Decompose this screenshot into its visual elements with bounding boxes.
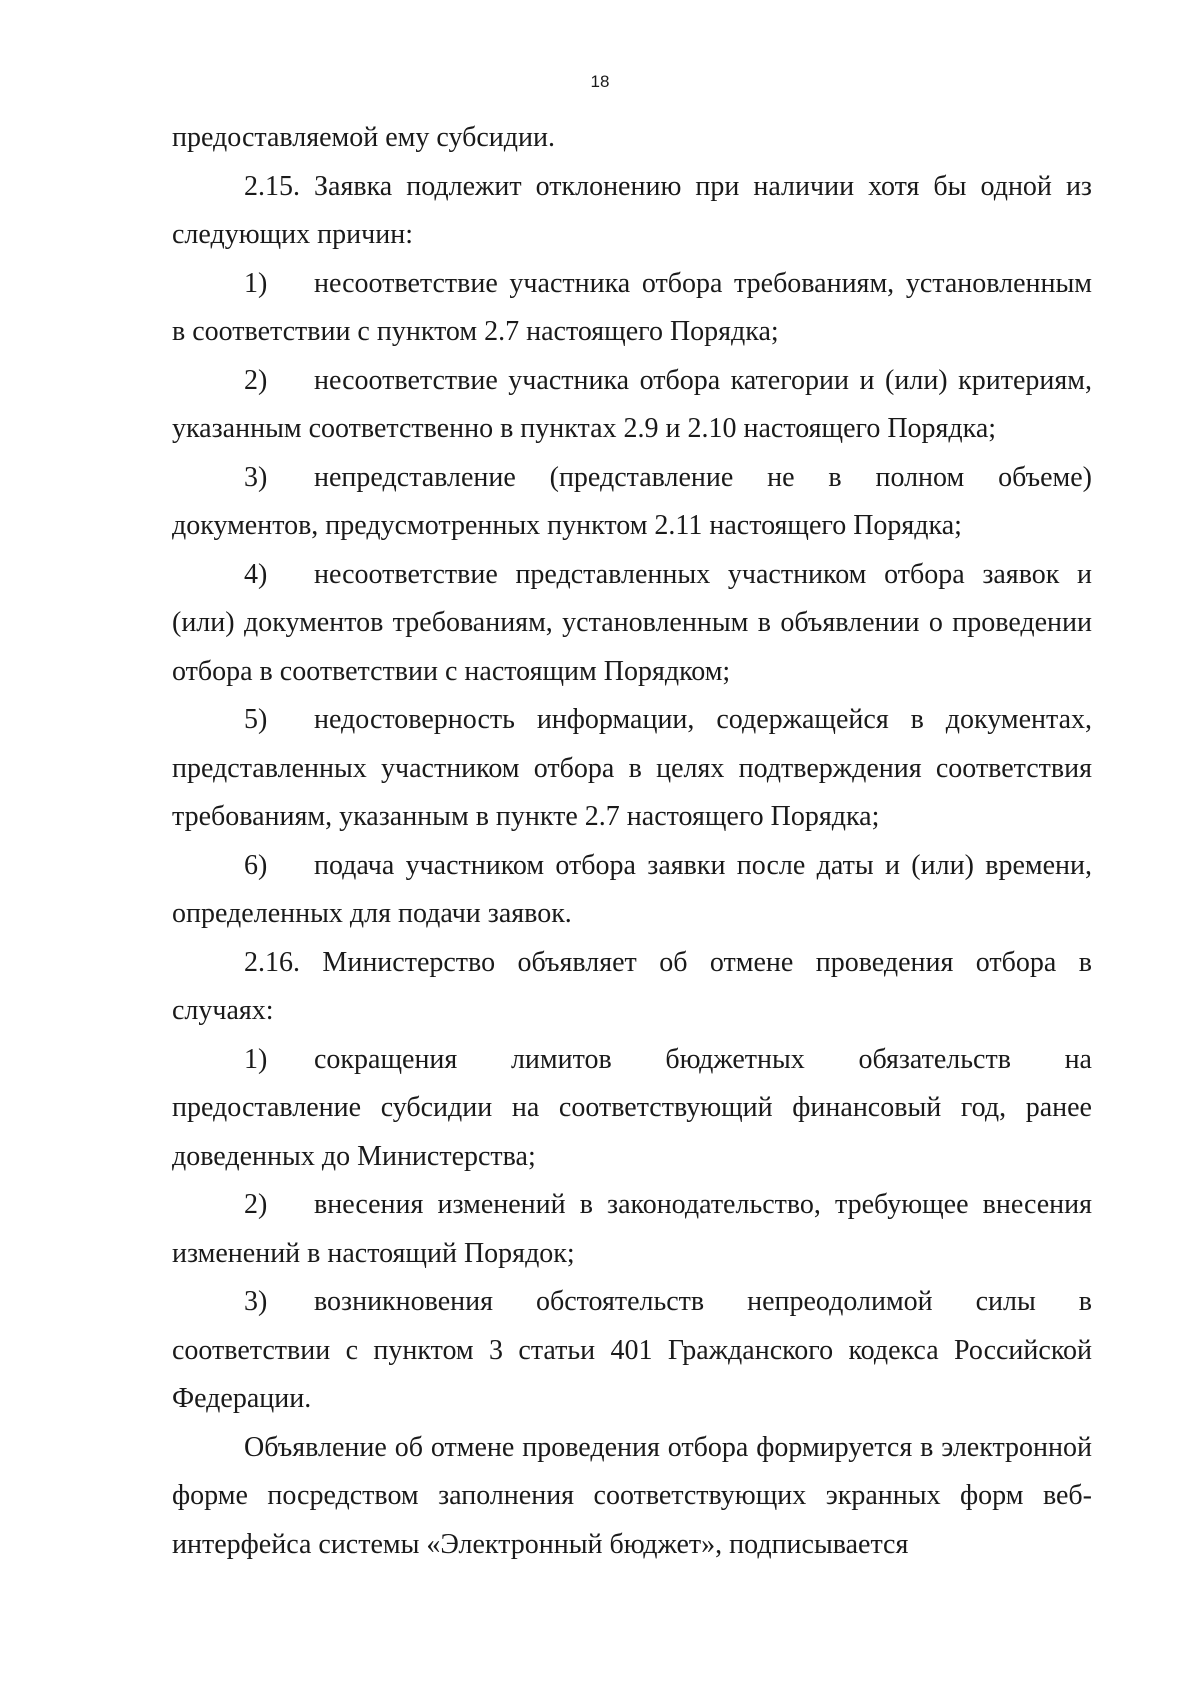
item-text: несоответствие участника отбора категории и (или) критериям, указанным соответственно в пунктах 2.9 и 2.10 настоящего Порядка;	[172, 364, 1092, 444]
list-item	[172, 1036, 1092, 1182]
paragraph	[172, 163, 1092, 260]
item-number: 1)	[244, 267, 268, 299]
item-text: несоответствие представленных участником отбора заявок и (или) документов требованиям, установленным в объявлении о проведении отбора в соответствии с настоящим Порядком;	[172, 558, 1092, 687]
paragraph-text: 2.15. Заявка подлежит отклонению при наличии хотя бы одной из следующих причин:	[172, 170, 1092, 250]
list-item	[172, 551, 1092, 697]
list-item	[172, 842, 1092, 939]
list-item	[172, 260, 1092, 357]
item-number: 4)	[244, 558, 268, 590]
list-item	[172, 1278, 1092, 1424]
list-item	[172, 1181, 1092, 1278]
paragraph-text: предоставляемой ему субсидии.	[172, 122, 555, 153]
item-text: несоответствие участника отбора требованиям, установленным в соответствии с пунктом 2.7 настоящего Порядка;	[172, 267, 1092, 347]
document-body	[172, 114, 1092, 1569]
item-number: 2)	[244, 364, 268, 396]
paragraph-text: 2.16. Министерство объявляет об отмене проведения отбора в случаях:	[172, 946, 1092, 1026]
paragraph	[172, 1424, 1092, 1570]
item-number: 5)	[244, 704, 268, 735]
item-text: сокращения лимитов бюджетных обязательств на предоставление субсидии на соответствующий финансовый год, ранее доведенных до Министерства;	[172, 1043, 1092, 1172]
item-number: 6)	[244, 849, 268, 881]
item-text: непредставление (представление не в полном объеме) документов, предусмотренных пунктом 2.11 настоящего Порядка;	[172, 461, 1092, 541]
item-text: подача участником отбора заявки после даты и (или) времени, определенных для подачи заявок.	[172, 849, 1092, 929]
item-number: 3)	[244, 461, 268, 493]
item-number: 1)	[244, 1043, 268, 1075]
paragraph	[172, 114, 1092, 163]
list-item	[172, 454, 1092, 551]
item-text: возникновения обстоятельств непреодолимой силы в соответствии с пунктом 3 статьи 401 Гражданского кодекса Российской Федерации.	[172, 1286, 1092, 1414]
page-number: 18	[590, 72, 610, 91]
item-number: 2)	[244, 1189, 268, 1220]
item-text: внесения изменений в законодательство, требующее внесения изменений в настоящий Порядок;	[172, 1189, 1092, 1269]
item-number: 3)	[244, 1286, 268, 1317]
list-item	[172, 357, 1092, 454]
item-text: недостоверность информации, содержащейся в документах, представленных участником отбора в целях подтверждения соответствия требованиям, указанным в пункте 2.7 настоящего Порядка;	[172, 704, 1092, 832]
paragraph	[172, 939, 1092, 1036]
list-item	[172, 696, 1092, 842]
paragraph-text: Объявление об отмене проведения отбора формируется в электронной форме посредством заполнения соответствующих экранных форм веб-интерфейса системы «Электронный бюджет», подписывается	[172, 1431, 1092, 1560]
